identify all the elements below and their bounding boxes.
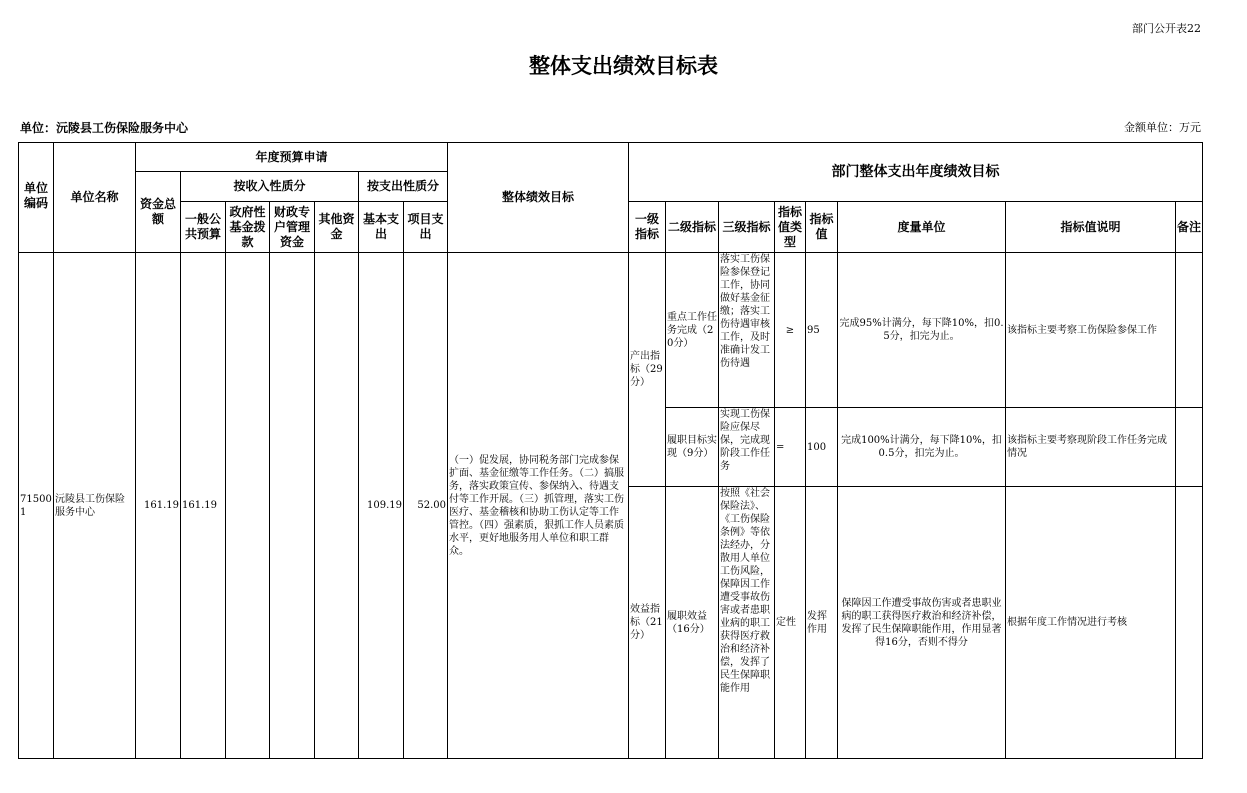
header-value-desc: 指标值说明 [1006, 202, 1176, 253]
header-dept-performance: 部门整体支出年度绩效目标 [629, 143, 1203, 202]
fiscal-account-cell [270, 253, 315, 759]
header-by-expense: 按支出性质分 [359, 172, 448, 202]
indicator-value-cell: 100 [806, 408, 838, 487]
header-overall-goal: 整体绩效目标 [448, 143, 629, 253]
header-project-expense: 项目支出 [404, 202, 448, 253]
header-remark: 备注 [1176, 202, 1203, 253]
header-by-income: 按收入性质分 [181, 172, 359, 202]
page-title: 整体支出绩效目标表 [529, 54, 718, 78]
indicator-level3-cell: 实现工伤保险应保尽保，完成现阶段工作任务 [719, 408, 775, 487]
header-measure: 度量单位 [838, 202, 1006, 253]
indicator-remark-cell [1176, 408, 1203, 487]
indicator-desc-cell: 该指标主要考察工伤保险参保工作 [1006, 253, 1176, 408]
amount-unit-label: 金额单位：万元 [1124, 121, 1201, 134]
indicator-level2-cell: 重点工作任务完成（20分） [666, 253, 719, 408]
indicator-level3-cell: 落实工伤保险参保登记工作，协同做好基金征缴；落实工伤待遇审核工作，及时准确计发工伤待遇 [719, 253, 775, 408]
indicator-value-cell: 95 [806, 253, 838, 408]
header-level3: 三级指标 [719, 202, 775, 253]
total-funds-cell: 161.19 [136, 253, 181, 759]
general-budget-cell: 161.19 [181, 253, 226, 759]
header-value-type: 指标值类型 [775, 202, 806, 253]
indicator-type-cell: = [775, 408, 806, 487]
indicator-measure-cell: 保障因工作遭受事故伤害或者患职业病的职工获得医疗救治和经济补偿，发挥了民生保障职能作用，作用显著得16分，否则不得分 [838, 487, 1006, 759]
basic-expense-cell: 109.19 [359, 253, 404, 759]
unit-name-cell: 沅陵县工伤保险服务中心 [54, 253, 136, 759]
indicator-desc-cell: 该指标主要考察现阶段工作任务完成情况 [1006, 408, 1176, 487]
other-funds-cell [315, 253, 359, 759]
indicator-level3-cell: 按照《社会保险法》、《工伤保险条例》等依法经办，分散用人单位工伤风险，保障因工作遭受事故伤害或者患职业病的职工获得医疗救治和经济补偿，发挥了民生保障职能作用 [719, 487, 775, 759]
indicator-remark-cell [1176, 487, 1203, 759]
header-unit-name: 单位名称 [54, 143, 136, 253]
header-value: 指标值 [806, 202, 838, 253]
benefit-level1-cell: 效益指标（21分） [629, 487, 666, 759]
header-total-funds: 资金总额 [136, 172, 181, 253]
indicator-level2-cell: 履职效益（16分） [666, 487, 719, 759]
performance-table [18, 142, 1203, 759]
indicator-measure-cell: 完成95%计满分，每下降10%，扣0.5分，扣完为止。 [838, 253, 1006, 408]
indicator-level2-cell: 履职目标实现（9分） [666, 408, 719, 487]
header-annual-budget: 年度预算申请 [136, 143, 448, 172]
output-level1-cell: 产出指标（29分） [629, 253, 666, 487]
indicator-desc-cell: 根据年度工作情况进行考核 [1006, 487, 1176, 759]
indicator-remark-cell [1176, 253, 1203, 408]
header-level2: 二级指标 [666, 202, 719, 253]
header-unit-code: 单位编码 [19, 143, 54, 253]
header-gov-fund: 政府性基金拨款 [226, 202, 270, 253]
header-level1: 一级指标 [629, 202, 666, 253]
indicator-measure-cell: 完成100%计满分，每下降10%，扣0.5分，扣完为止。 [838, 408, 1006, 487]
unit-code-cell: 715001 [19, 253, 54, 759]
project-expense-cell: 52.00 [404, 253, 448, 759]
overall-goal-cell: （一）促发展，协同税务部门完成参保扩面、基金征缴等工作任务。（二）搞服务，落实政策宣传、参保纳入、待遇支付等工作开展。（三）抓管理，落实工伤医疗、基金稽核和协助工伤认定等工作管控。（四）强素质，狠抓工作人员素质水平，更好地服务用人单位和职工群众。 [448, 253, 629, 759]
indicator-type-cell: 定性 [775, 487, 806, 759]
header-basic-expense: 基本支出 [359, 202, 404, 253]
indicator-type-cell: ≥ [775, 253, 806, 408]
indicator-value-cell: 发挥作用 [806, 487, 838, 759]
header-other-funds: 其他资金 [315, 202, 359, 253]
unit-label: 单位：沅陵县工伤保险服务中心 [20, 121, 189, 135]
gov-fund-cell [226, 253, 270, 759]
header-general-budget: 一般公共预算 [181, 202, 226, 253]
form-number: 部门公开表22 [1132, 22, 1201, 35]
header-fiscal-account: 财政专户管理资金 [270, 202, 315, 253]
